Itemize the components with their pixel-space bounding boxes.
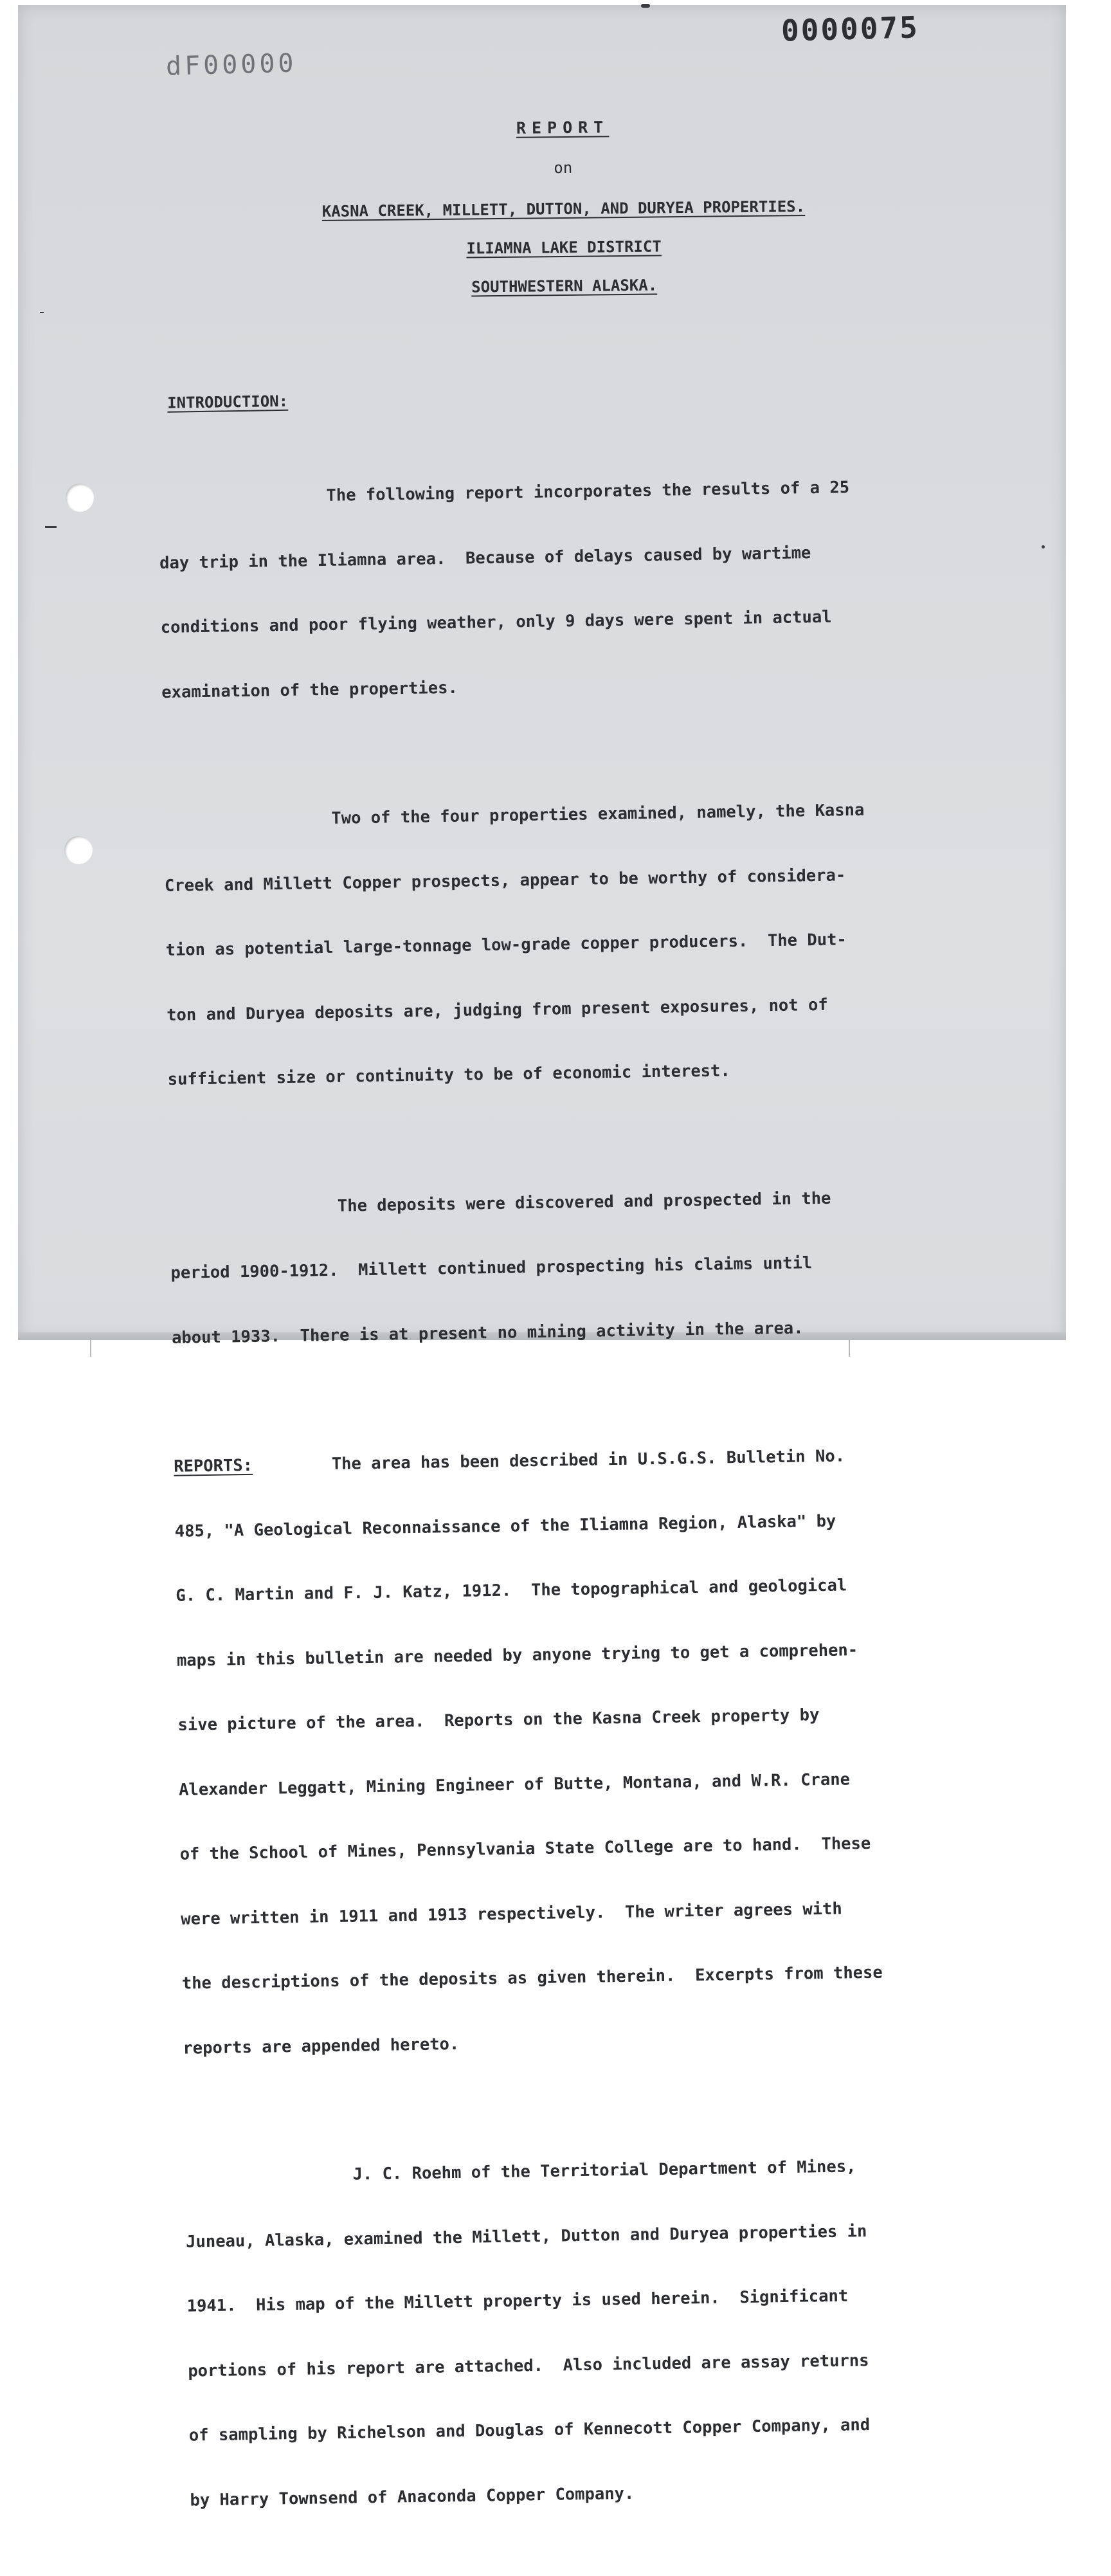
region-title: SOUTHWESTERN ALASKA.: [471, 276, 658, 296]
text-line: sufficient size or continuity to be of economic interest.: [167, 1061, 730, 1089]
introduction-heading: INTRODUCTION:: [167, 392, 289, 412]
text-line: about 1933. There is at present no mining activity in the area.: [171, 1318, 804, 1348]
text-line: day trip in the Iliamna area. Because of delays caused by wartime: [159, 543, 811, 573]
text-line: ton and Duryea deposits are, judging from present exposures, not of: [166, 995, 828, 1025]
text-line: by Harry Townsend of Anaconda Copper Company.: [190, 2483, 635, 2510]
text-line: 1941. His map of the Millett property is used herein. Significant: [186, 2286, 849, 2316]
page-number-stamp: 0000075: [781, 10, 920, 48]
text-line: were written in 1911 and 1913 respectively. The writer agrees with: [181, 1899, 842, 1929]
properties-title: KASNA CREEK, MILLETT, DUTTON, AND DURYEA PROPERTIES.: [321, 197, 806, 221]
title-block: [193, 114, 934, 300]
text-line: Creek and Millett Copper prospects, appear to be worthy of considera-: [164, 865, 846, 896]
text-line: Alexander Leggatt, Mining Engineer of Butte, Montana, and W.R. Crane: [178, 1769, 851, 1800]
intro-paragraph-3: [169, 1143, 957, 1392]
text-line: of the School of Mines, Pennsylvania State College are to hand. These: [179, 1833, 871, 1864]
text-line: examination of the properties.: [161, 678, 458, 702]
faint-number-stamp: dF00000: [165, 48, 298, 82]
scan-speck: [641, 4, 650, 8]
title-connector: on: [554, 158, 573, 177]
intro-paragraph-2: [163, 756, 953, 1134]
intro-paragraph-1: [158, 433, 946, 747]
roehm-paragraph: [184, 2112, 975, 2555]
text-line-rest: The area has been described in U.S.G.S. Bulletin No.: [252, 1446, 845, 1475]
scan-speck: [45, 526, 57, 528]
punch-hole-top: [66, 484, 94, 512]
text-line: J. C. Roehm of the Territorial Department of Mines,: [185, 2157, 856, 2187]
text-line: Two of the four properties examined, namely, the Kasna: [163, 800, 865, 831]
text-line: G. C. Martin and F. J. Katz, 1912. The topographical and geological: [176, 1575, 847, 1606]
reports-heading: REPORTS:: [173, 1455, 253, 1476]
report-body: [157, 381, 975, 2576]
scan-speck: [40, 312, 44, 313]
text-line: The deposits were discovered and prospected in the: [169, 1188, 831, 1219]
text-line: conditions and poor flying weather, only 9 days were spent in actual: [160, 607, 832, 637]
text-line: portions of his report are attached. Also included are assay returns: [188, 2350, 869, 2381]
text-line: reports are appended hereto.: [183, 2034, 460, 2058]
text-line: period 1900-1912. Millett continued prospecting his claims until: [170, 1253, 813, 1283]
text-line: tion as potential large-tonnage low-grade copper producers. The Dut-: [165, 930, 847, 960]
text-line: sive picture of the area. Reports on the Kasna Creek property by: [177, 1705, 820, 1735]
reports-paragraph: [173, 1401, 968, 2103]
scan-edge-line: [90, 1339, 91, 1357]
text-line: Juneau, Alaska, examined the Millett, Dutton and Duryea properties in: [185, 2221, 867, 2252]
punch-hole-bottom: [64, 836, 93, 864]
district-title: ILIAMNA LAKE DISTRICT: [466, 237, 662, 258]
scan-speck: [1042, 545, 1045, 549]
text-line: of sampling by Richelson and Douglas of Kennecott Copper Company, and: [188, 2415, 871, 2445]
text-line: The following report incorporates the results of a 25: [158, 478, 850, 508]
text-line: maps in this bulletin are needed by anyone trying to get a comprehen-: [176, 1640, 858, 1671]
text-line: the descriptions of the deposits as given therein. Excerpts from these: [181, 1963, 883, 1993]
report-title: REPORT: [516, 118, 610, 138]
text-line: 485, "A Geological Reconnaissance of the Iliamna Region, Alaska" by: [174, 1511, 836, 1541]
text-line: [174, 1444, 958, 1478]
